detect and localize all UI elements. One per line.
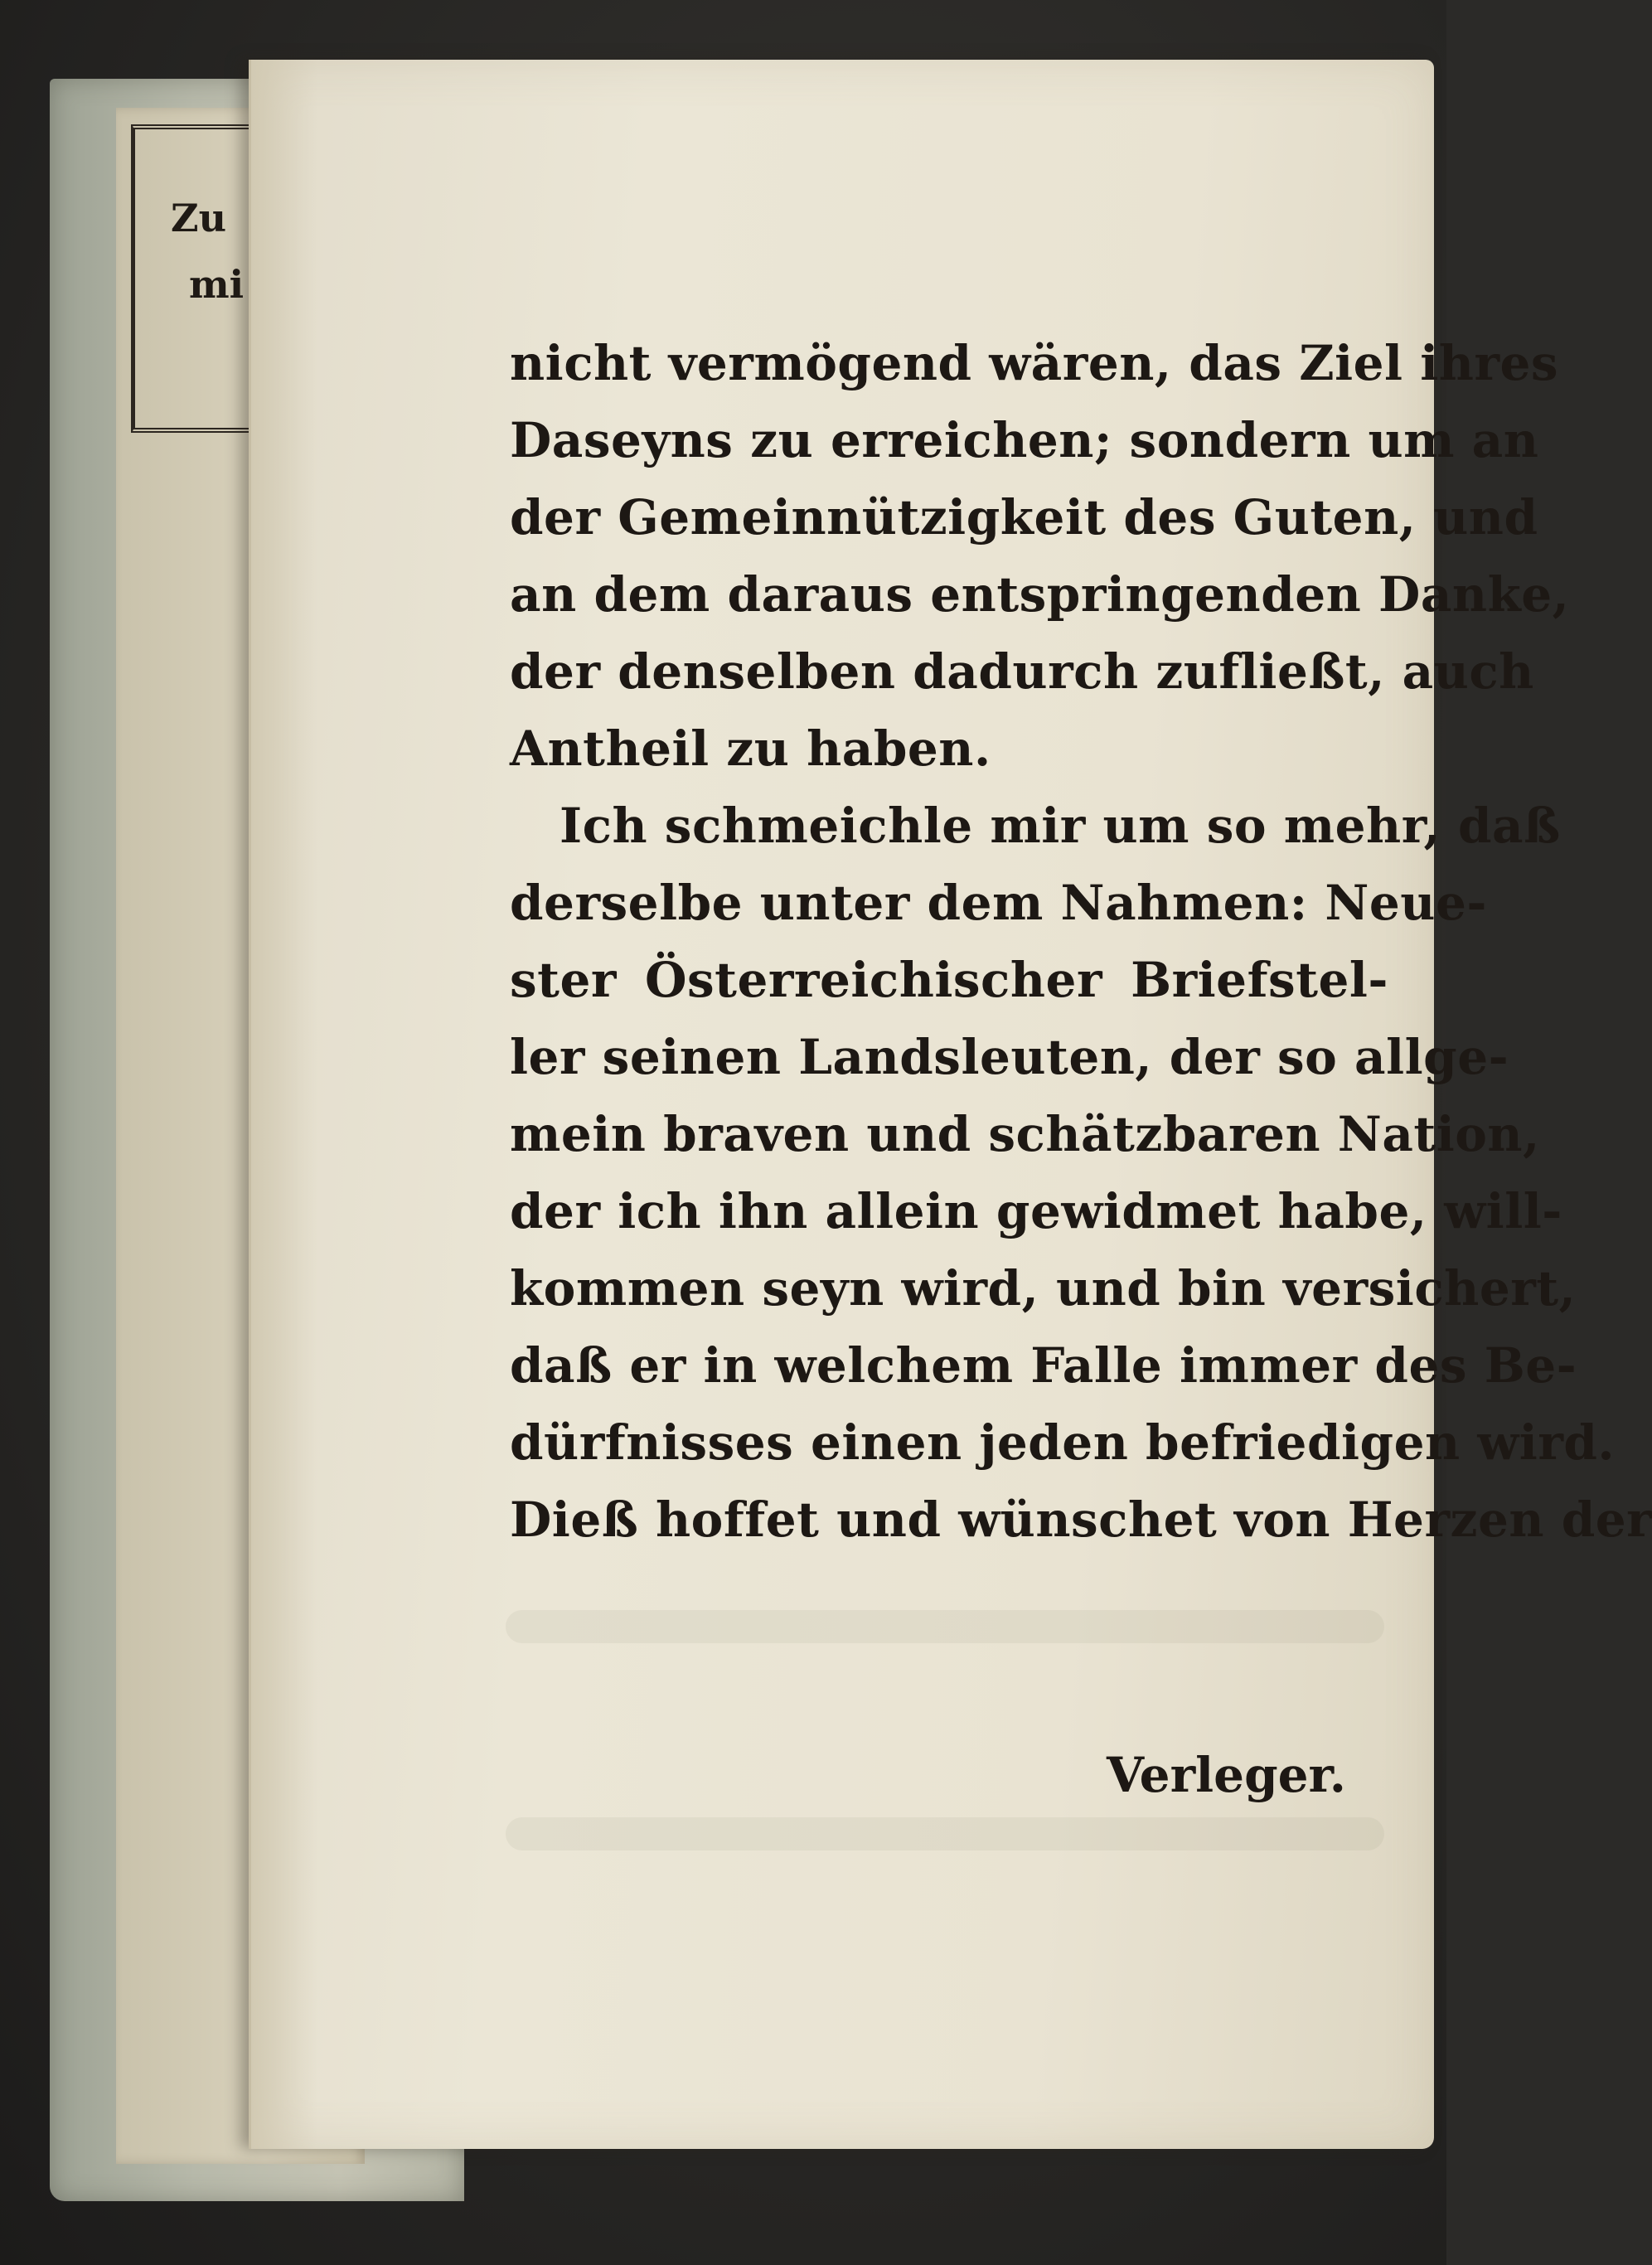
text-line: Daseyns zu erreichen; sondern um an bbox=[510, 412, 1539, 468]
book-page bbox=[249, 60, 1652, 2149]
text-line: Antheil zu haben. bbox=[510, 720, 991, 777]
back-page-fragment-2: mi bbox=[189, 262, 245, 307]
bleed-through bbox=[506, 1817, 1384, 1850]
text-line: der ich ihn allein gewidmet habe, will- bbox=[510, 1183, 1562, 1239]
signature: Verleger. bbox=[1107, 1747, 1346, 1803]
bleed-through bbox=[506, 1610, 1384, 1643]
text-line: ster Österreichischer Briefstel- bbox=[510, 952, 1388, 1008]
text-line: kommen seyn wird, und bin versichert, bbox=[510, 1260, 1577, 1317]
text-line: nicht vermögend wären, das Ziel ihres bbox=[510, 335, 1559, 391]
text-line: der denselben dadurch zufließt, auch bbox=[510, 643, 1534, 700]
text-line: der Gemeinnützigkeit des Guten, und bbox=[510, 489, 1538, 546]
text-line: Ich schmeichle mir um so mehr, daß bbox=[560, 798, 1561, 854]
text-line: mein braven und schätzbaren Nation, bbox=[510, 1106, 1540, 1162]
back-page-fragment-1: Zu bbox=[171, 196, 227, 240]
text-line: an dem daraus entspringenden Danke, bbox=[510, 566, 1570, 623]
text-line: dürfnisses einen jeden befriedigen wird. bbox=[510, 1414, 1616, 1471]
text-line: derselbe unter dem Nahmen: Neue- bbox=[510, 875, 1487, 931]
text-line: ler seinen Landsleuten, der so allge- bbox=[510, 1029, 1509, 1085]
page-edge bbox=[249, 60, 317, 2149]
text-line: Dieß hoffet und wünschet von Herzen der bbox=[510, 1491, 1652, 1548]
text-line: daß er in welchem Falle immer des Be- bbox=[510, 1337, 1577, 1394]
body-text bbox=[510, 325, 1652, 1559]
